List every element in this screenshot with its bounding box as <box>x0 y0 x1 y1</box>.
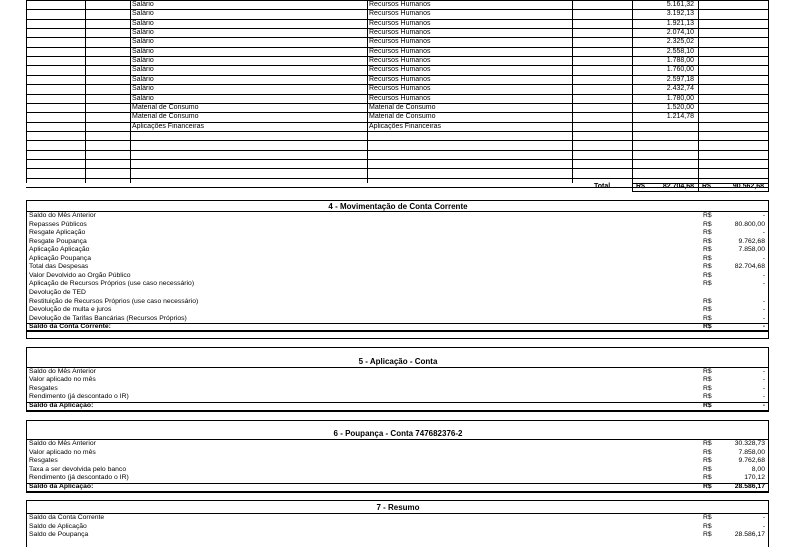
row-label: Saldo do Mês Anterior <box>29 368 96 375</box>
table-rule <box>26 150 768 151</box>
section-5-title: 5 - Aplicação - Conta <box>358 357 438 366</box>
row-currency: R$ <box>703 465 712 473</box>
section-total-row <box>29 402 767 411</box>
table-row <box>26 0 768 9</box>
row-value: - <box>762 254 765 262</box>
row-currency: R$ <box>703 384 712 392</box>
row-value: 30.328,73 <box>734 440 765 447</box>
section-row <box>29 440 767 449</box>
expense-description: Salário <box>132 1 154 8</box>
row-label: Resgate Poupança <box>29 237 87 245</box>
row-value: - <box>762 376 765 384</box>
section-4-title: 4 - Movimentação de Conta Corrente <box>328 202 468 211</box>
total-value-2: 90.562,68 <box>732 183 764 190</box>
section-5-box <box>26 347 769 412</box>
expense-value: 1.760,00 <box>666 66 694 74</box>
section-row <box>29 263 767 272</box>
expense-value: 2.074,10 <box>666 29 694 37</box>
expense-category: Recursos Humanos <box>369 85 431 93</box>
expense-value: 2.558,10 <box>666 47 694 55</box>
table-row <box>26 37 768 46</box>
row-label: Saldo da Aplicação: <box>29 483 94 490</box>
row-currency: R$ <box>703 448 712 456</box>
expense-category: Recursos Humanos <box>369 38 431 46</box>
expense-category: Material de Consumo <box>369 103 436 111</box>
row-value: 28.586,17 <box>734 531 765 539</box>
expense-category: Recursos Humanos <box>369 57 431 65</box>
row-currency: R$ <box>703 474 712 482</box>
table-row <box>26 112 768 121</box>
row-currency: R$ <box>703 376 712 384</box>
row-label: Restituição de Recursos Próprios (use caso necessário) <box>29 297 199 305</box>
row-value: 82.704,68 <box>734 263 765 271</box>
row-label: Repasses Públicos <box>29 220 87 228</box>
total-row <box>26 182 768 191</box>
section-6-title: 6 - Poupança - Conta 747682376-2 <box>333 429 463 438</box>
row-value: - <box>762 514 765 521</box>
table-row <box>26 28 768 37</box>
section-row <box>29 514 767 523</box>
row-label: Aplicação Poupança <box>29 254 91 262</box>
row-label: Saldo do Mês Anterior <box>29 212 96 219</box>
section-row <box>29 385 767 394</box>
row-label: Aplicação Aplicação <box>29 246 90 254</box>
expense-value: 2.432,74 <box>666 85 694 93</box>
expense-description: Salário <box>132 47 154 55</box>
row-value: - <box>762 212 765 219</box>
row-currency: R$ <box>703 483 712 490</box>
row-value: 28.586,17 <box>734 483 765 490</box>
row-value: 170,12 <box>744 474 765 482</box>
total-value-1: 82.704,68 <box>662 183 694 190</box>
row-currency: R$ <box>703 237 712 245</box>
total-currency-2: R$ <box>702 183 711 190</box>
row-value: 8,00 <box>751 465 765 473</box>
section-7-box <box>26 500 769 547</box>
row-label: Saldo da Aplicação: <box>29 401 94 409</box>
row-value: - <box>762 271 765 279</box>
section-row <box>29 289 767 298</box>
expense-description: Salário <box>132 57 154 65</box>
expense-value: 1.780,00 <box>666 94 694 102</box>
row-label: Aplicação de Recursos Próprios (use caso necessário) <box>29 280 195 288</box>
section-row <box>29 246 767 255</box>
row-value: - <box>762 229 765 237</box>
section-row <box>29 212 767 221</box>
section-row <box>29 229 767 238</box>
row-value: - <box>762 368 765 375</box>
expense-value: 2.597,18 <box>666 75 694 83</box>
row-value: - <box>762 297 765 305</box>
table-row <box>26 94 768 103</box>
table-row <box>26 9 768 18</box>
row-value: - <box>762 323 765 331</box>
row-label: Valor aplicado no mês <box>29 376 96 384</box>
expense-value: 1.788,00 <box>666 57 694 65</box>
row-label: Total das Despesas <box>29 263 89 271</box>
expense-category: Recursos Humanos <box>369 1 431 8</box>
section-row <box>29 306 767 315</box>
row-currency: R$ <box>703 280 712 288</box>
row-value: 7.858,00 <box>738 448 765 456</box>
row-currency: R$ <box>703 401 712 409</box>
section-row <box>29 272 767 281</box>
section-row <box>29 298 767 307</box>
expense-value: 1.921,13 <box>666 19 694 27</box>
expense-category: Recursos Humanos <box>369 29 431 37</box>
expense-category: Material de Consumo <box>369 113 436 121</box>
section-row <box>29 531 767 540</box>
row-value: 80.800,00 <box>734 220 765 228</box>
row-label: Valor aplicado no mês <box>29 448 96 456</box>
expense-category: Aplicações Financeiras <box>369 122 441 130</box>
row-currency: R$ <box>703 522 712 530</box>
section-row <box>29 457 767 466</box>
row-currency: R$ <box>703 229 712 237</box>
row-value: 7.858,00 <box>738 246 765 254</box>
row-currency: R$ <box>703 531 712 539</box>
expense-description: Salário <box>132 85 154 93</box>
table-rule <box>26 159 768 160</box>
section-row <box>29 280 767 289</box>
table-rule <box>26 140 768 141</box>
row-label: Devolução de Tarifas Bancárias (Recursos Próprios) <box>29 314 187 322</box>
row-value: 9.762,68 <box>738 457 765 465</box>
section-row <box>29 376 767 385</box>
table-row <box>26 47 768 56</box>
expense-category: Recursos Humanos <box>369 10 431 18</box>
section-row <box>29 255 767 264</box>
row-label: Saldo de Poupança <box>29 531 89 539</box>
table-row <box>26 122 768 131</box>
expense-description: Salário <box>132 94 154 102</box>
row-label: Taxa a ser devolvida pelo banco <box>29 465 127 473</box>
row-value: - <box>762 314 765 322</box>
row-label: Rendimento (já descontado o IR) <box>29 474 129 482</box>
row-value: - <box>762 306 765 314</box>
row-label: Saldo do Mês Anterior <box>29 440 96 447</box>
row-currency: R$ <box>703 368 712 375</box>
expense-description: Salário <box>132 66 154 74</box>
row-label: Devolução de multa e juros <box>29 306 112 314</box>
section-row <box>29 474 767 483</box>
row-value: - <box>762 280 765 288</box>
expense-category: Recursos Humanos <box>369 94 431 102</box>
section-row <box>29 238 767 247</box>
table-row <box>26 84 768 93</box>
row-label: Resgates <box>29 457 58 465</box>
row-currency: R$ <box>703 271 712 279</box>
row-label: Saldo de Aplicação <box>29 522 87 530</box>
row-label: Valor Devolvido ao Orgão Público <box>29 271 131 279</box>
row-value: - <box>762 393 765 401</box>
expense-description: Material de Consumo <box>132 103 199 111</box>
expense-value: 5.161,32 <box>666 1 694 8</box>
row-label: Rendimento (já descontado o IR) <box>29 393 129 401</box>
table-rule <box>26 131 768 132</box>
row-currency: R$ <box>703 254 712 262</box>
table-row <box>26 65 768 74</box>
expense-description: Material de Consumo <box>132 113 199 121</box>
section-row <box>29 466 767 475</box>
section-4-box <box>26 200 769 332</box>
row-currency: R$ <box>703 306 712 314</box>
row-currency: R$ <box>703 297 712 305</box>
section-row <box>29 368 767 377</box>
row-label: Devolução de TED <box>29 288 86 296</box>
total-currency-1: R$ <box>636 183 645 190</box>
section-row <box>29 315 767 324</box>
table-row <box>26 19 768 28</box>
section-6-box <box>26 420 769 493</box>
row-currency: R$ <box>703 314 712 322</box>
row-label: Resgate Aplicação <box>29 229 86 237</box>
expense-category: Recursos Humanos <box>369 75 431 83</box>
row-currency: R$ <box>703 212 712 219</box>
expenses-table <box>26 0 768 192</box>
row-currency: R$ <box>703 440 712 447</box>
row-label: Resgates <box>29 384 58 392</box>
section-row <box>29 393 767 402</box>
row-currency: R$ <box>703 220 712 228</box>
section-row <box>29 449 767 458</box>
expense-description: Salário <box>132 75 154 83</box>
table-rule <box>26 168 768 169</box>
row-currency: R$ <box>703 514 712 521</box>
row-currency: R$ <box>703 323 712 331</box>
row-label: Saldo da Conta Corrente <box>29 514 105 521</box>
table-rule <box>26 178 768 179</box>
table-row <box>26 75 768 84</box>
row-value: - <box>762 522 765 530</box>
row-value: 9.762,68 <box>738 237 765 245</box>
table-row <box>26 103 768 112</box>
expense-description: Salário <box>132 29 154 37</box>
expense-category: Recursos Humanos <box>369 47 431 55</box>
row-currency: R$ <box>703 263 712 271</box>
row-currency: R$ <box>703 457 712 465</box>
section-4-spacer <box>26 332 769 339</box>
section-7-title: 7 - Resumo <box>376 503 420 512</box>
row-label: Saldo da Conta Corrente: <box>29 323 111 331</box>
row-value: - <box>762 384 765 392</box>
expense-description: Salário <box>132 10 154 18</box>
expense-category: Recursos Humanos <box>369 19 431 27</box>
section-row <box>29 221 767 230</box>
expense-description: Salário <box>132 19 154 27</box>
table-row <box>26 56 768 65</box>
expense-description: Aplicações Financeiras <box>132 122 204 130</box>
expense-value: 3.192,13 <box>666 10 694 18</box>
row-currency: R$ <box>703 393 712 401</box>
expense-value: 2.325,02 <box>666 38 694 46</box>
expense-value: 1.520,00 <box>666 103 694 111</box>
expense-category: Recursos Humanos <box>369 66 431 74</box>
section-row <box>29 523 767 532</box>
row-value: - <box>762 401 765 409</box>
row-currency: R$ <box>703 246 712 254</box>
total-label: Total <box>594 183 611 190</box>
expense-value: 1.214,78 <box>666 113 694 121</box>
expense-description: Salário <box>132 38 154 46</box>
